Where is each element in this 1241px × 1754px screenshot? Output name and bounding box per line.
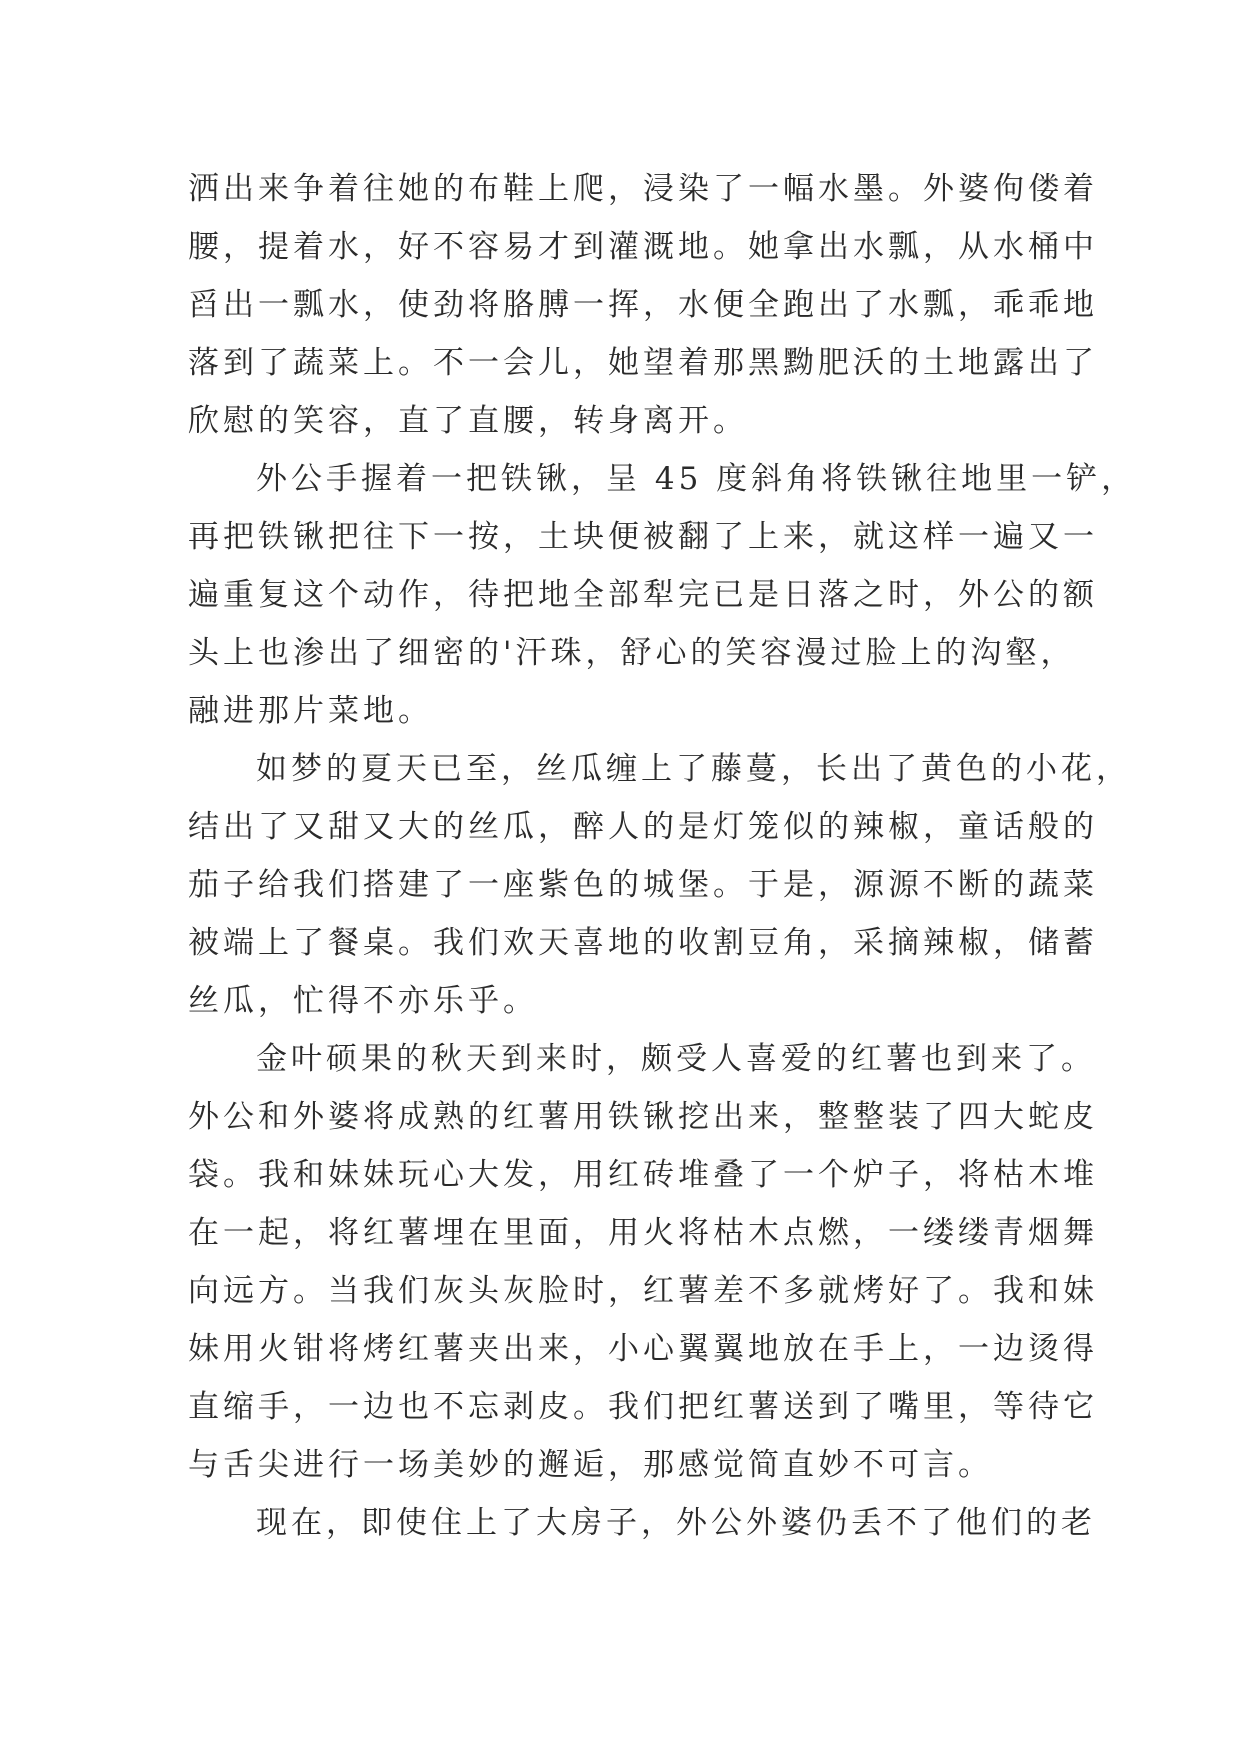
text-line: 舀出一瓢水，使劲将胳膊一挥，水便全跑出了水瓢，乖乖地 xyxy=(188,287,1098,323)
text-line: 向远方。当我们灰头灰脸时，红薯差不多就烤好了。我和妹 xyxy=(188,1273,1098,1309)
text-line: 遍重复这个动作，待把地全部犁完已是日落之时，外公的额 xyxy=(188,577,1098,613)
text-line: 落到了蔬菜上。不一会儿，她望着那黑黝肥沃的土地露出了 xyxy=(188,345,1098,381)
text-line: 妹用火钳将烤红薯夹出来，小心翼翼地放在手上，一边烫得 xyxy=(188,1331,1098,1367)
text-line: 被端上了餐桌。我们欢天喜地的收割豆角，采摘辣椒，储蓄 xyxy=(188,925,1098,961)
text-line: 直缩手，一边也不忘剥皮。我们把红薯送到了嘴里，等待它 xyxy=(188,1389,1098,1425)
text-line: 在一起，将红薯埋在里面，用火将枯木点燃，一缕缕青烟舞 xyxy=(188,1215,1098,1251)
text-line: 洒出来争着往她的布鞋上爬，浸染了一幅水墨。外婆佝偻着 xyxy=(188,171,1098,207)
text-line: 袋。我和妹妹玩心大发，用红砖堆叠了一个炉子，将枯木堆 xyxy=(188,1157,1098,1193)
document-body xyxy=(188,160,1137,1552)
paragraph-start-line: 金叶硕果的秋天到来时，颇受人喜爱的红薯也到来了。 xyxy=(256,1041,1096,1077)
text-line: 茄子给我们搭建了一座紫色的城堡。于是，源源不断的蔬菜 xyxy=(188,867,1098,903)
text-line: 头上也渗出了细密的'汗珠，舒心的笑容漫过脸上的沟壑， xyxy=(188,635,1076,671)
paragraph-start-line: 外公手握着一把铁锹，呈 45 度斜角将铁锹往地里一铲， xyxy=(256,461,1137,497)
text-line: 腰，提着水，好不容易才到灌溉地。她拿出水瓢，从水桶中 xyxy=(188,229,1098,265)
text-line: 再把铁锹把往下一按，土块便被翻了上来，就这样一遍又一 xyxy=(188,519,1098,555)
paragraph-start-line: 现在，即使住上了大房子，外公外婆仍丢不了他们的老 xyxy=(256,1505,1096,1541)
text-line: 与舌尖进行一场美妙的邂逅，那感觉简直妙不可言。 xyxy=(188,1447,993,1483)
text-line: 结出了又甜又大的丝瓜，醉人的是灯笼似的辣椒，童话般的 xyxy=(188,809,1098,845)
text-line: 融进那片菜地。 xyxy=(188,693,433,729)
text-line: 丝瓜，忙得不亦乐乎。 xyxy=(188,983,538,1019)
paragraph-start-line: 如梦的夏天已至，丝瓜缠上了藤蔓，长出了黄色的小花， xyxy=(256,751,1131,787)
text-line: 外公和外婆将成熟的红薯用铁锹挖出来，整整装了四大蛇皮 xyxy=(188,1099,1098,1135)
text-line: 欣慰的笑容，直了直腰，转身离开。 xyxy=(188,403,748,439)
